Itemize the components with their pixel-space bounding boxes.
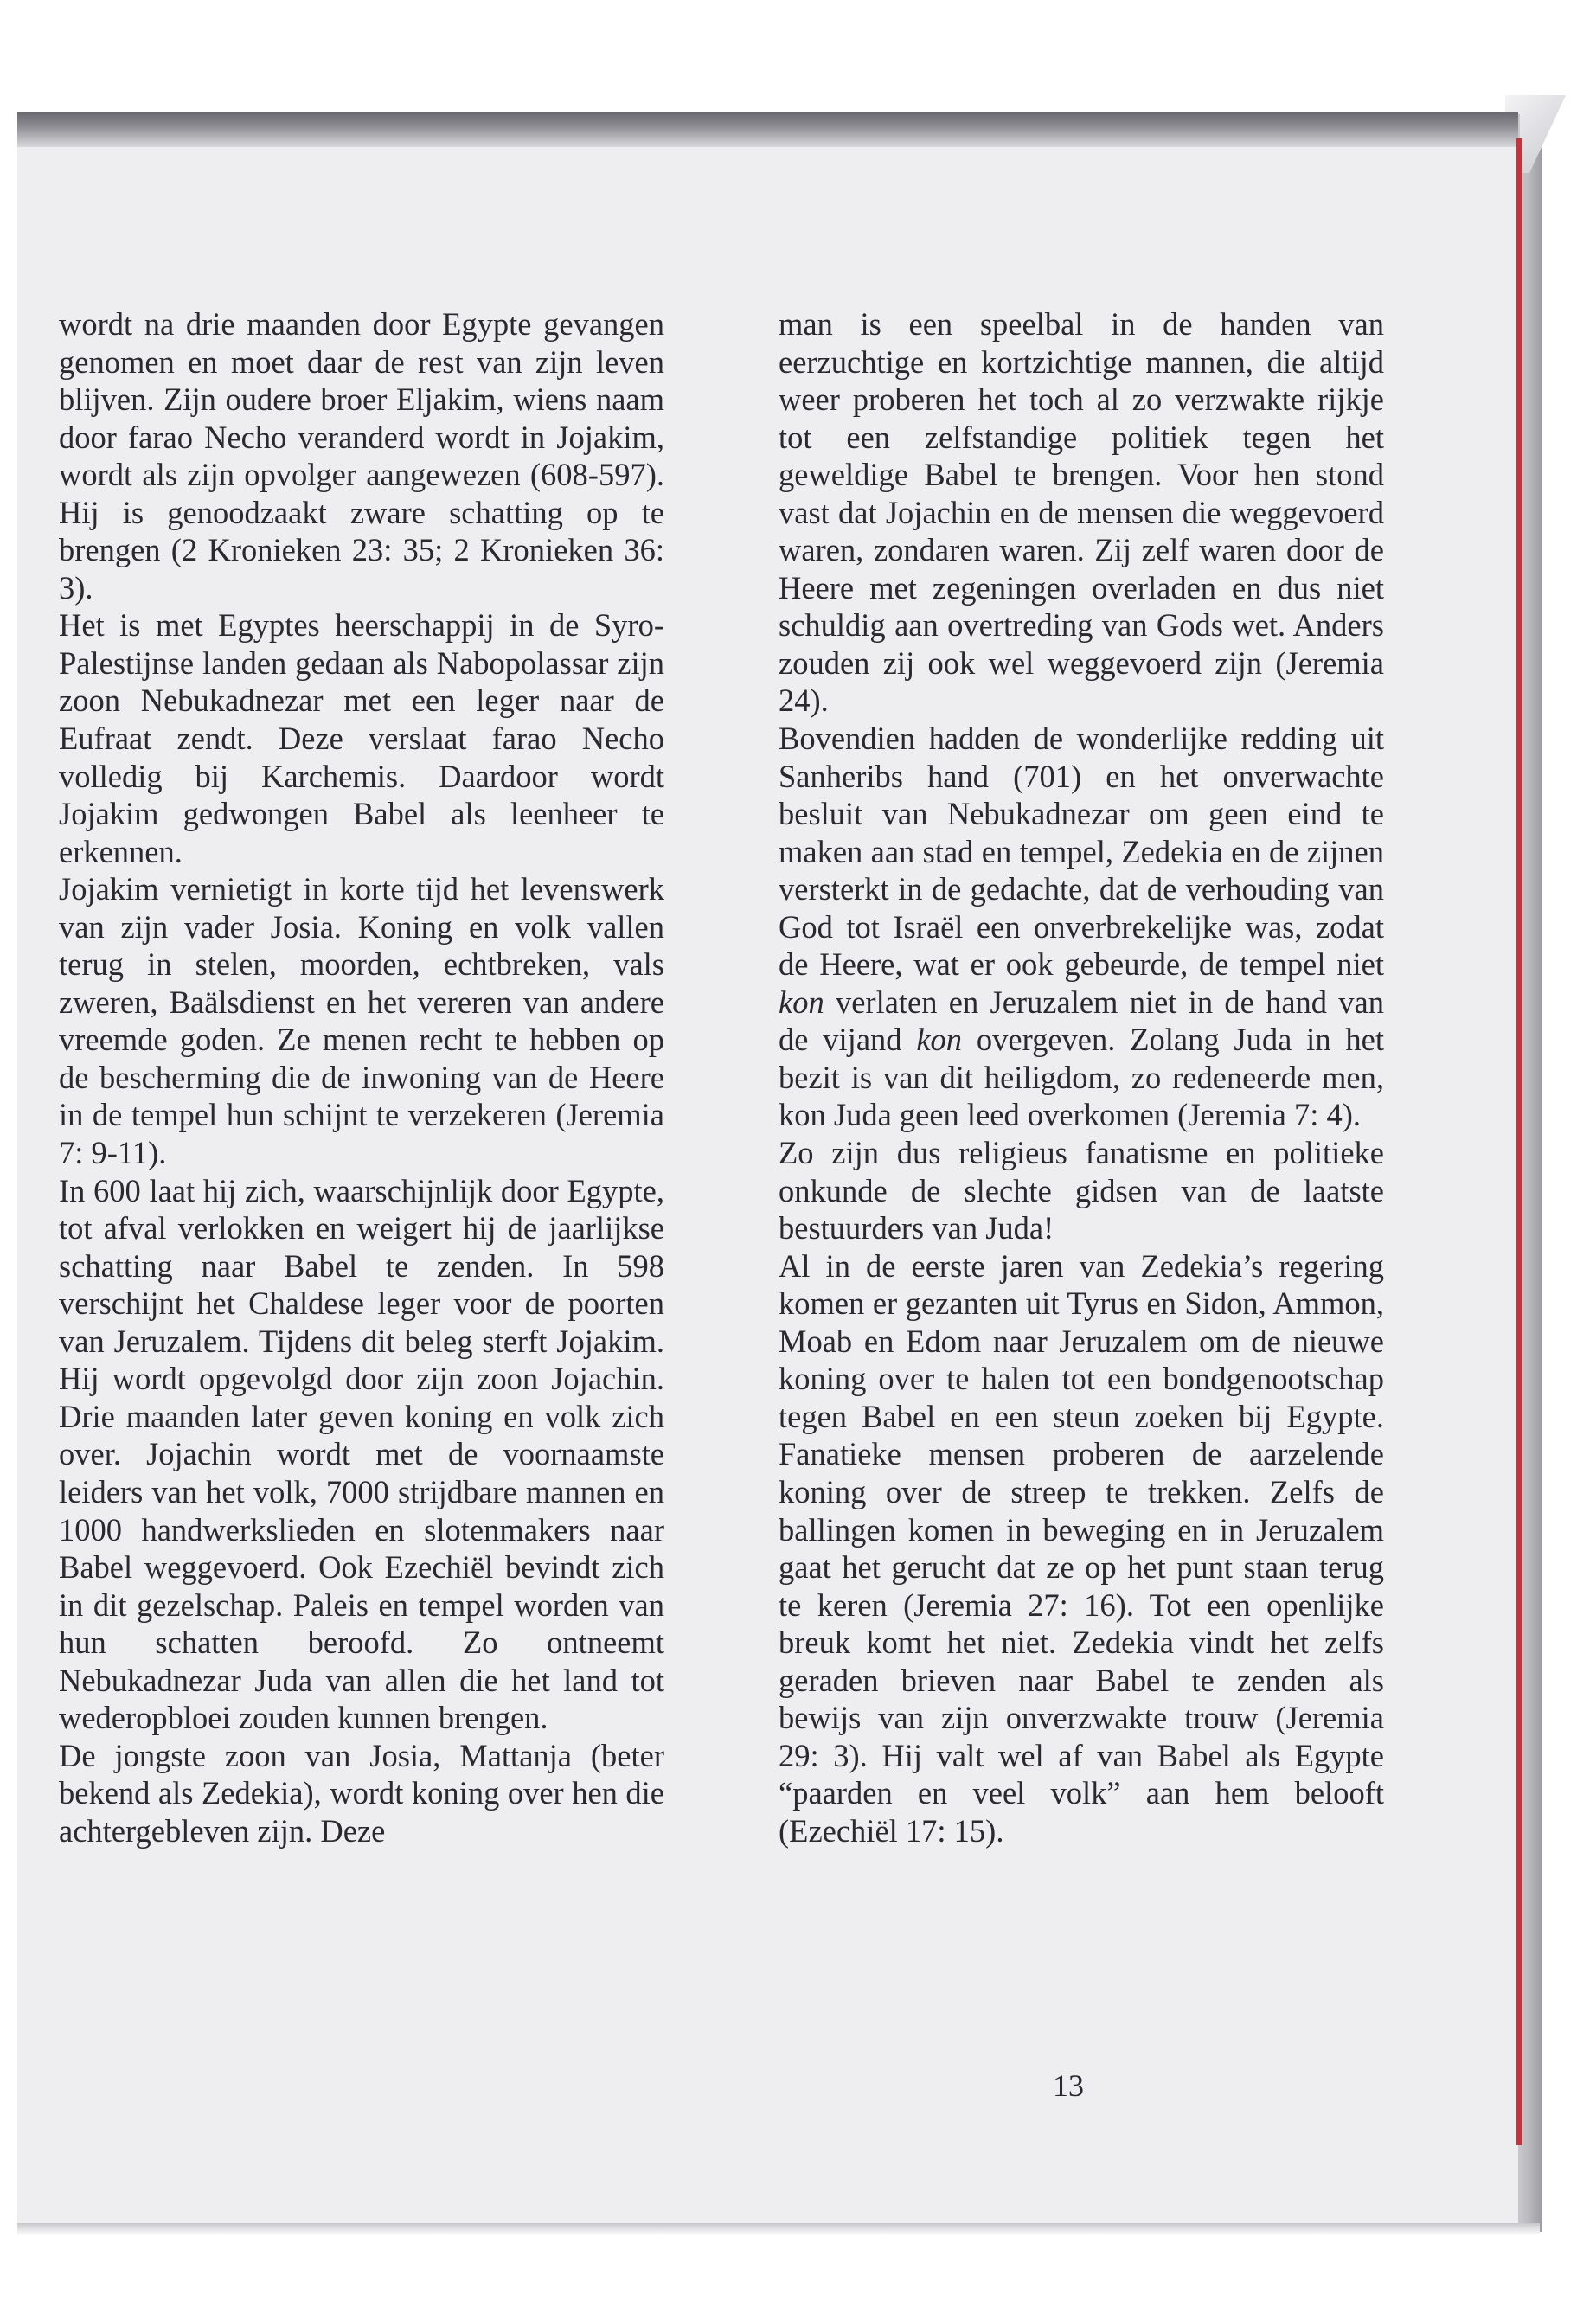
emphasis-text: kon bbox=[916, 1022, 963, 1058]
red-cover-edge bbox=[1516, 138, 1522, 2145]
page-bottom-shadow bbox=[17, 2223, 1540, 2235]
paragraph: wordt na drie maanden door Egypte gevangen genomen en moet daar de rest van zijn leven blijven. Zijn oudere broer Eljakim, wiens naam door farao Necho veranderd wordt in Jojakim, wordt als zijn opvolger aangewezen (608-597). Hij is genoodzaakt zware schatting op te brengen (2 Kronieken 23: 35; 2 Kronieken 36: 3). bbox=[59, 306, 664, 606]
paragraph-text: Bovendien hadden de wonderlijke redding uit Sanheribs hand (701) en het onverwachte besluit van Nebukadnezar om geen eind te maken aan stad en tempel, Zedekia en de zijnen versterkt in de gedachte, dat de verhouding van God tot Israël een onverbrekelijke was, zodat de Heere, wat er ook gebeurde, de tempel niet bbox=[779, 721, 1384, 983]
paragraph: Het is met Egyptes heerschappij in de Syro-Palestijnse landen gedaan als Nabopolassar zijn zoon Nebukadnezar met een leger naar de Eufraat zendt. Deze verslaat farao Necho volledig bij Karchemis. Daardoor wordt Jojakim gedwongen Babel als leenheer te erkennen. bbox=[59, 607, 664, 869]
paragraph: De jongste zoon van Josia, Mattanja (beter bekend als Zedekia), wordt koning over hen die achtergebleven zijn. Deze bbox=[59, 1737, 664, 1849]
paragraph: man is een speelbal in de handen van eerzuchtige en kortzichtige mannen, die altijd weer proberen het toch al zo verzwakte rijkje tot een zelfstandige politiek tegen het geweldige Babel te brengen. Voor hen stond vast dat Jojachin en de mensen die weggevoerd waren, zondaren waren. Zij zelf waren door de Heere met zegeningen overladen en dus niet schuldig aan overtreding van Gods wet. Anders zouden zij ook wel weggevoerd zijn (Jeremia 24). bbox=[779, 306, 1384, 719]
paragraph: In 600 laat hij zich, waarschijnlijk door Egypte, tot afval verlokken en weigert hij de jaarlijkse schatting naar Babel te zenden. In 598 verschijnt het Chaldese leger voor de poorten van Jeruzalem. Tijdens dit beleg sterft Jojakim. Hij wordt opgevolgd door zijn zoon Jojachin. Drie maanden later geven koning en volk zich over. Jojachin wordt met de voornaamste leiders van het volk, 7000 strijdbare mannen en 1000 handwerkslieden en slotenmakers naar Babel weggevoerd. Ook Ezechiël bevindt zich in dit gezelschap. Paleis en tempel worden van hun schatten beroofd. Zo ontneemt Nebukadnezar Juda van allen die het land tot wederopbloei zouden kunnen brengen. bbox=[59, 1172, 664, 1736]
emphasis-text: kon bbox=[779, 984, 824, 1020]
paragraph-text: overgeven. Zolang Juda in het bezit is van dit heiligdom, zo redeneerde men, kon Juda geen leed overkomen (Jeremia 7: 4). bbox=[779, 1022, 1384, 1133]
paragraph: Zo zijn dus religieus fanatisme en politieke onkunde de slechte gidsen van de laatste bestuurders van Juda! bbox=[779, 1135, 1384, 1247]
paragraph bbox=[779, 720, 1384, 1134]
right-text-column bbox=[779, 305, 1384, 1849]
scan-top-edge bbox=[17, 112, 1518, 147]
left-text-column bbox=[59, 305, 664, 1849]
paragraph-text: verlaten en Jeruzalem niet in de hand van de vijand bbox=[779, 984, 1384, 1058]
page-number: 13 bbox=[1053, 2068, 1084, 2103]
paragraph: Jojakim vernietigt in korte tijd het levenswerk van zijn vader Josia. Koning en volk vallen terug in stelen, moorden, echtbreken, vals zweren, Baälsdienst en het vereren van andere vreemde goden. Ze menen recht te hebben op de bescherming die de inwoning van de Heere in de tempel hun schijnt te verzekeren (Jeremia 7: 9-11). bbox=[59, 871, 664, 1171]
paragraph: Al in de eerste jaren van Zedekia’s regering komen er gezanten uit Tyrus en Sidon, Ammon, Moab en Edom naar Jeruzalem om de nieuwe koning over te halen tot een bondgenootschap tegen Babel en een steun zoeken bij Egypte. Fanatieke mensen proberen de aarzelende koning over de streep te trekken. Zelfs de ballingen komen in beweging en in Jeruzalem gaat het gerucht dat ze op het punt staan terug te keren (Jeremia 27: 16). Tot een openlijke breuk komt het niet. Zedekia vindt het zelfs geraden brieven naar Babel te zenden als bewijs van zijn onverzwakte trouw (Jeremia 29: 3). Hij valt wel af van Babel als Egypte “paarden en veel volk” aan hem belooft (Ezechiël 17: 15). bbox=[779, 1247, 1384, 1849]
